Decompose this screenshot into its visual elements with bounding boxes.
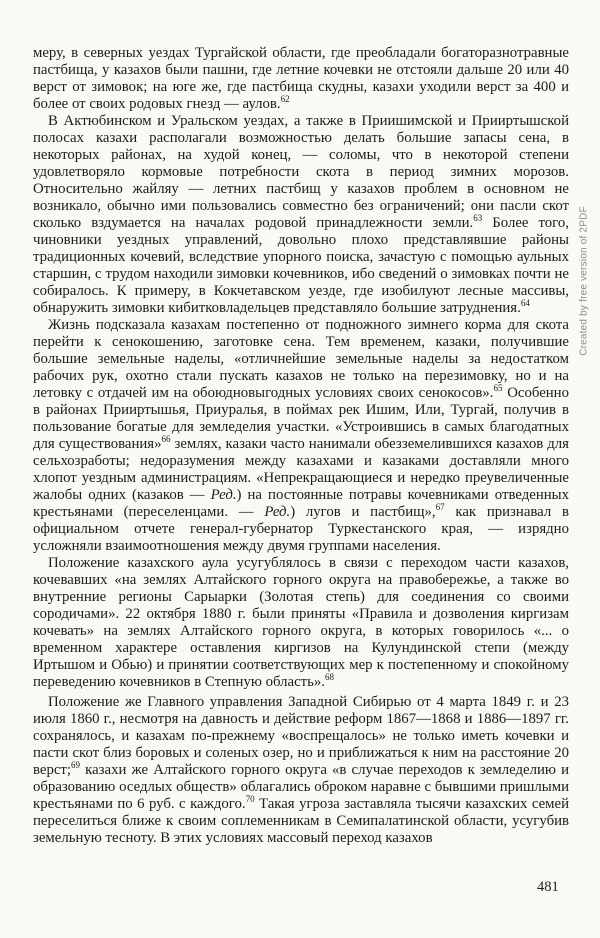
paragraph-1: меру, в северных уездах Тургайской области, где преобладали богаторазнотравные пастбища, у казахов были пашни, где летние кочевки не отстояли дальше 20 или 40 верст от зимовок; на юге же, где пастбища скудны, казахи уходили верст за 400 и более от своих родовых гнезд — аулов.$^{62}$ <box>33 45 569 112</box>
footnote-ref-64: 64 <box>520 298 530 309</box>
footnote-ref-62: 62 <box>280 94 290 105</box>
footnote-ref-67: 67 <box>435 502 445 513</box>
paragraph-4: Положение казахского аула усугублялось в связи с переходом части казахов, кочевавших «на землях Алтайского горного округа на правобережье, а также во внутренние регионы Сарыарки (Золотая степь) для соединения со своими сородичами». 22 октября 1880 г. были приняты «Правила и дозволения киргизам кочевать» на землях Алтайского горного округа, в которых говорилось «... о временном характере оставления киргизов на Кулундинской степи (между Иртышом и Обью) и принятии соответствующих мер к постепенному и спокойному переведению кочевников в Степную область».$^{68}$ <box>33 555 569 690</box>
footnote-ref-70: 70 <box>245 794 255 805</box>
editorial-note: Ред. <box>210 487 237 503</box>
footnote-ref-69: 69 <box>71 760 81 771</box>
paragraph-5: Положение же Главного управления Западной Сибирью от 4 марта 1849 г. и 23 июля 1860 г., несмотря на давность и действие реформ 1867—1868 и 1886—1897 гг. сохранялось, и казахам по-прежнему «воспрещалось» не только иметь кочевки и пасти скот близ боровых и соленых озер, но и приближаться к ним на расстояние 20 верст;$^{69}$ казахи же Алтайского горного округа «в случае переходов к земледелию и образованию оседлых обществ» облагались оброком наравне с бывшими пришлыми крестьянами по 6 руб. с каждого.$^{70}$ Такая угроза заставляла тысячи казахских семей переселиться ближе к своим соплеменникам в Семипалатинской области, усугубив земельную тесноту. В этих условиях массовый переход казахов <box>33 694 570 846</box>
paragraph-3: Жизнь подсказала казахам постепенно от подножного зимнего корма для скота перейти к сенокошению, заготовке сена. Тем временем, казаки, получившие большие земельные наделы, «отличнейшие земельные наделы за недостатком рабочих рук, охотно стали пускать казахов не только на перезимовку, но и на летовку с отдачей им на обоюдновыгодных условиях своих сенокосов».$^{65}$ Особенно в районах Прииртышья, Приуралья, в поймах рек Ишим, Или, Тургай, получив в пользование богатые для земледелия участки. «Устроившись в самых благодатных для существования»$^{66}$ землях, казаки часто нанимали обезземелившихся казахов для сельхозработы; недоразумения между казахами и казаками доставляли много хлопот уездным администрациям. «Непрекращающиеся и нередко преувеличенные жалобы одних (казаков — Ред.) на постоянные потравы кочевниками отведенных крестьянами (переселенцами. — Ред.) лугов и пастбищ»,$^{67}$ как признавал в официальном отчете генерал-губернатор Туркестанского края, — изрядно усложняли взаимоотношения между двумя группами населения. <box>33 317 570 554</box>
pdf-converter-watermark: Created by free version of 2PDF <box>578 206 590 356</box>
paragraph-2: В Актюбинском и Уральском уездах, а также в Приишимской и Прииртышской полосах казахи располагали возможностью делать большие запасы сена, в некоторых районах, на худой конец, — соломы, что в некоторой степени удовлетворяло кормовые потребности скота в период зимних морозов. Относительно жайляу — летних пастбищ у казахов проблем в основном не возникало, обычно ими пользовались совместно без ограничений; они пасли скот сколько вздумается на началах родовой принадлежности земли.$^{63}$ Более того, чиновники уездных управлений, довольно плохо представлявшие районы традиционных кочевий, вследствие упорного поиска, зачастую с помощью аульных старшин, с трудом находили зимовки кочевников, ибо сведений о зимовках почти не собиралось. К примеру, в Кокчетавском уезде, где изобилуют лесные массивы, обнаружить зимовки кибитковладельцев представляло большие затруднения.$^{64}$ <box>33 113 569 316</box>
footnote-ref-68: 68 <box>325 672 334 683</box>
footnote-ref-63: 63 <box>473 213 483 224</box>
footnote-ref-65: 65 <box>493 383 503 394</box>
page-text <box>33 45 569 847</box>
footnote-ref-66: 66 <box>161 434 171 445</box>
editorial-note: Ред. <box>264 504 291 520</box>
page-number: 481 <box>537 879 559 895</box>
